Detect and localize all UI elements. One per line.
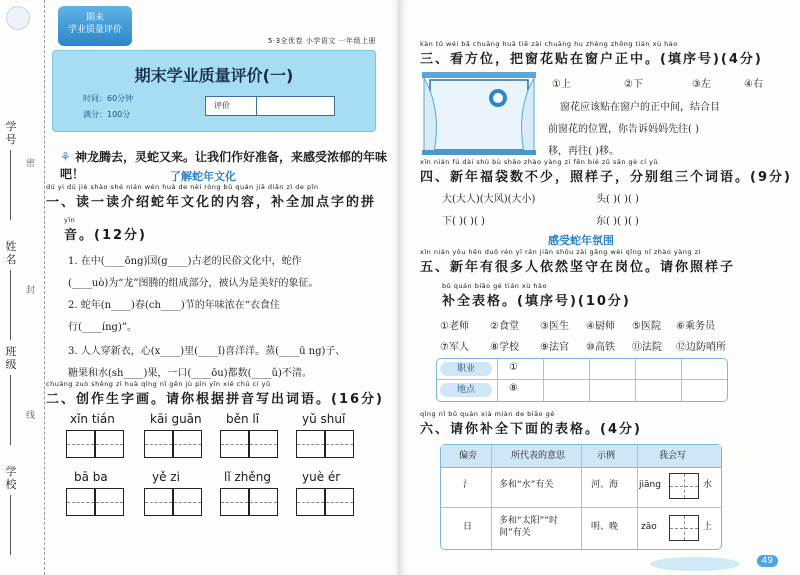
meaning-cell: 多和“水”有关 [499,480,554,490]
q3-option: ①上 [552,79,571,90]
q2-pinyin-word: yě zi [152,470,180,484]
school-line [10,495,11,555]
hint-cell: 水 [703,480,713,490]
intro-sentence: 神龙腾去，灵蛇又来。让我们作好准备，来感受浓郁的年味吧！ [60,150,387,181]
place-first: ⑧ [509,383,518,394]
q5-table [436,358,728,402]
q2-pinyin-word: yǔ shuǐ [302,412,346,426]
writing-grid[interactable] [669,473,699,499]
q3-option: ④右 [744,79,763,90]
snake-icon: ⚘ [60,150,71,164]
page-number: 49 [757,555,778,567]
student-id-label: 学号 [5,120,17,146]
class-line [10,375,11,445]
q5-option: ⑫边防哨所 [676,342,726,353]
writing-grid[interactable] [66,430,124,458]
header-meaning: 所代表的意思 [511,451,566,461]
q5-title: 五、新年有很多人依然坚守在岗位。请你照样子 [420,260,736,275]
writing-grid[interactable] [669,515,699,541]
q3-heading [420,40,763,67]
q2-heading [46,380,384,407]
exam-badge [58,6,132,46]
pinyin-cell: jiāng [639,480,661,490]
q1-line: 3. 人人穿新衣，心(x____)里(____ǐ)喜洋洋。蒸(____ū ng)子、 [68,346,346,357]
q2-pinyin-word: bā ba [74,470,108,484]
class-label: 班级 [5,345,17,371]
q2-pinyin: chuàng zuò shēng zì huà qǐng nǐ gēn jù pīn yīn xiě chū cí yǔ [46,380,271,388]
series-text: 5·3全优卷 小学语文 一年级上册 [267,37,376,45]
q2-pinyin-word: kāi guān [150,412,202,426]
hint-cell: 上 [703,522,713,532]
q4-row: 头( )( )( ) [596,194,639,205]
q2-title: 二、创作生字画。请你根据拼音写出词语。(16分) [46,392,384,407]
q6-heading [420,410,642,437]
writing-grid[interactable] [144,488,202,516]
q5-option: ④厨师 [586,321,615,332]
radical-cell: 日 [463,522,473,532]
q2-pinyin-word: xǐn tián [70,412,115,426]
right-page [400,0,800,575]
q4-heading [420,158,792,185]
name-label: 姓名 [5,240,17,266]
q1-line: 1. 在中(____ōng)国(g____)古老的民俗文化中，蛇作 [68,256,302,267]
q3-pinyin: kàn tǔ wéi bǎ chuāng huā tiē zài chuāng hu zhèng zhōng tián xù hào [420,40,678,48]
example-cell: 河、海 [591,480,619,490]
q4-row: 东( )( )( ) [596,216,639,227]
student-id-line [10,150,11,220]
q1-line: 行(____íng)”。 [68,322,137,333]
q3-title: 三、看方位，把窗花贴在窗户正中。(填序号)(4分) [420,52,763,67]
q5-option: ③医生 [540,321,569,332]
score-box [205,96,335,116]
q5-option: ⑩高铁 [586,342,615,353]
q5-heading [420,248,735,275]
occupation-first: ① [509,362,518,373]
q1-pinyin: dú yi dú jiè shào shé nián wén huà de nèi róng bǔ quán jiā diǎn zì de pīn [46,183,319,191]
rocket-icon [6,6,30,30]
q4-pinyin: xīn nián fú dài shù bù shǎo zhào yàng zi fēn bié zǔ sān gè cí yǔ [420,158,659,166]
radical-cell: 氵 [463,480,473,490]
q3-text: 移，再往( )移。 [548,146,619,157]
full-score-label: 满分：100分 [83,110,131,119]
q1-line: 糖果和水(sh____)果，一口(____ōu)都数(____ǔ)不清。 [68,368,312,379]
q4-example: 大(大人)(大风)(大小) [442,194,536,205]
q5-pinyin2: bǔ quán biǎo gé tián xù hào [442,282,548,290]
q1-heading-cont [64,216,147,243]
q5-option: ⑥乘务员 [676,321,715,332]
score-label: 评价 [214,101,230,110]
section-title: 了解蛇年文化 [170,170,236,183]
header-radical: 偏旁 [459,451,478,461]
q1-line: (____uò)为“龙”图腾的组成部分，被认为是美好的象征。 [68,278,319,289]
time-label: 时间：60分钟 [83,94,134,103]
page-title: 期末学业质量评价(一) [134,66,294,85]
seal-mark: 封 [26,286,36,296]
q6-table [440,444,722,550]
writing-grid[interactable] [296,430,354,458]
place-label: 地点 [440,383,492,397]
binding-strip [0,0,45,575]
header-write: 我会写 [659,451,687,461]
q3-text: 前窗花的位置，你告诉妈妈先往( ) [548,124,699,135]
q3-option: ②下 [624,79,643,90]
writing-grid[interactable] [144,430,202,458]
q5-option: ②食堂 [490,321,519,332]
q5-option: ⑧学校 [490,342,519,353]
school-label: 学校 [5,465,17,491]
q1-line: 2. 蛇年(n____)春(ch____)节的年味浓在“衣食住 [68,300,280,311]
q5-option: ①老师 [440,321,469,332]
writing-grid[interactable] [220,430,278,458]
meaning-cell: 多和“太阳”“时间”有关 [499,516,558,538]
q6-title: 六、请你补全下面的表格。(4分) [420,422,642,437]
q3-text: 窗花应该贴在窗户的正中间，结合目 [560,102,720,113]
seal-mark: 密 [26,159,36,169]
window-illustration [420,70,538,156]
q6-pinyin: qǐng nǐ bǔ quán xià miàn de biǎo gé [420,410,555,418]
q1-title: 一、读一读介绍蛇年文化的内容，补全加点字的拼 [46,195,377,210]
badge-line: 学业质量评价 [67,25,122,35]
q5-option: ⑨法官 [540,342,569,353]
q5-title2: 补全表格。(填序号)(10分) [442,294,631,309]
title-box [52,50,376,132]
pinyin-cell: zāo [641,522,657,532]
badge-line: 期末 [85,13,104,23]
seal-mark: 线 [26,411,36,421]
section-title: 感受蛇年氛围 [548,234,614,247]
example-cell: 明、晚 [591,522,619,532]
q5-row-occupation [437,359,727,379]
writing-grid[interactable] [296,488,354,516]
name-line [10,270,11,340]
q2-pinyin-word: lǐ zhěng [224,470,271,484]
q2-pinyin-word: běn lǐ [226,412,260,426]
q5-option: ⑪法院 [632,342,662,353]
q2-pinyin-word: yuè ér [302,470,341,484]
q5-option: ⑤医院 [632,321,661,332]
q4-title: 四、新年福袋数不少，照样子，分别组三个词语。(9分) [420,170,792,185]
wave-decoration [650,557,740,571]
q5-option: ⑦军人 [440,342,469,353]
q1-title2: 音。(12分) [64,228,147,243]
q3-option: ③左 [692,79,711,90]
writing-grid[interactable] [220,488,278,516]
q5-heading-cont [442,282,631,309]
q1-heading [46,183,376,210]
q1-pinyin2: yīn [64,216,76,224]
q5-pinyin: xīn nián yǒu hěn duō rén yī rán jiān shǒu zài gǎng wèi qǐng nǐ zhào yàng zi [420,248,701,256]
q5-row-place [437,380,727,400]
header-example: 示例 [597,451,616,461]
writing-grid[interactable] [66,488,124,516]
q4-row: 下( )( )( ) [442,216,485,227]
occupation-label: 职业 [440,362,492,376]
